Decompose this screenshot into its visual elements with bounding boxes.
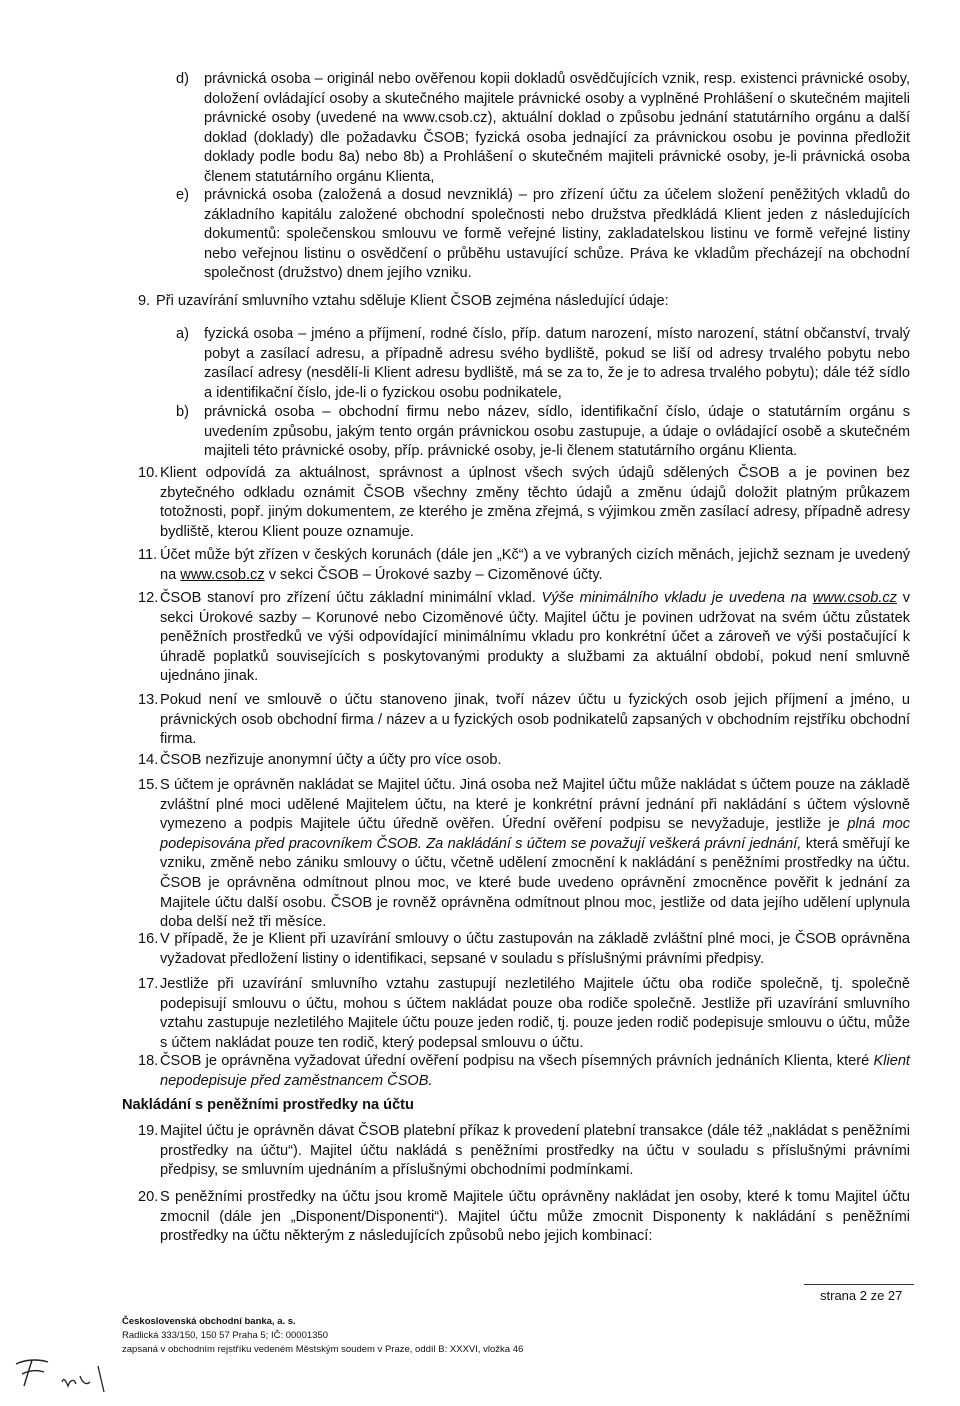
item-14-number: 14. (138, 752, 159, 768)
item-18-text-italic: Klient nepodepisuje před zaměstnancem ČSOB. (160, 1053, 910, 1089)
footer-company: Československá obchodní banka, a. s. (122, 1316, 296, 1327)
item-9-text: Při uzavírání smluvního vztahu sděluje Klient ČSOB zejména následující údaje: (156, 293, 669, 309)
item-d-text: právnická osoba – originál nebo ověřenou kopii dokladů osvědčujících vznik, resp. existenci právnické osoby, doložení ovládající osoby a skutečného majitele právnické osoby a vyplněné Prohlášení o skutečném majiteli právnické osoby (uvedené na www.csob.cz), aktuální doklad o způsobu jednání statutárního orgánu a další doklad (doklady) dle požadavku ČSOB; fyzická osoba jednající za právnickou osobu je povinna předložit doklady podle bodu 8a) nebo 8b) a Prohlášení o skutečném majiteli právnické osoby, je-li právnická osoba členem statutárního orgánu Klienta, (204, 71, 910, 185)
item-13-number: 13. (138, 692, 159, 708)
item-20-number: 20. (138, 1189, 159, 1205)
item-12-number: 12. (138, 590, 159, 606)
footer-divider (804, 1284, 914, 1285)
item-12-text-italic: Výše minimálního vkladu je uvedena na (541, 590, 813, 606)
item-16-text: V případě, že je Klient při uzavírání smlouvy o účtu zastupován na základě zvláštní plné moci, je ČSOB oprávněna vyžadovat předložení listiny o identifikaci, sepsané v souladu s příslušnými právními předpisy. (160, 931, 910, 967)
item-18-number: 18. (138, 1053, 159, 1069)
item-17-number: 17. (138, 976, 159, 992)
item-e-label: e) (176, 187, 189, 203)
item-16-number: 16. (138, 931, 159, 947)
footer-address: Radlická 333/150, 150 57 Praha 5; IČ: 00001350 (122, 1330, 328, 1341)
item-12-text-a: ČSOB stanoví pro zřízení účtu základní minimální vklad. (160, 590, 542, 606)
item-15-text (160, 776, 910, 933)
item-11-text-b: v sekci ČSOB – Úrokové sazby – Cizoměnové účty. (264, 566, 603, 583)
item-15-number: 15. (138, 777, 159, 793)
item-18-text-a: ČSOB je oprávněna vyžadovat úřední ověření podpisu na všech písemných právních jednáních Klienta, které (160, 1053, 874, 1069)
item-14-text: ČSOB nezřizuje anonymní účty a účty pro více osob. (160, 752, 502, 768)
item-11-text-a: Účet může být zřízen v českých korunách (dále jen „Kč“) a ve vybraných cizích měnách, jejichž seznam je uvedený na (160, 547, 910, 583)
item-9a-label: a) (176, 326, 189, 342)
item-15-text-b: která směřují ke vzniku, změně nebo zániku smlouvy o účtu, včetně udělení zmocnění k nakládání s peněžními prostředky na účtu. ČSOB je oprávněna odmítnout plnou moc, ve které bude uvedeno oprávnění zmocněnce pověřit k jednání za Majitele účtu další osobu. ČSOB je rovněž oprávněna odmítnout plnou moc, jestliže od data jejího udělení uplynula doba delší než tři měsíce. (160, 835, 910, 931)
item-18-text (160, 1052, 910, 1091)
csob-link[interactable]: www.csob.cz (180, 566, 265, 583)
item-17-text: Jestliže při uzavírání smluvního vztahu zastupují nezletilého Majitele účtu oba rodiče společně, tj. společně podepisují smlouvu o účtu, mohou s účtem nakládat pouze oba rodiče společně. Jestliže při uzavírání smluvního vztahu zastupuje nezletilého Majitele účtu pouze jeden rodič, tj. pouze jeden rodič podepisuje smlouvu o účtu, může s účtem nakládat pouze ten rodič, který podepsal smlouvu o účtu. (160, 976, 910, 1051)
item-12-text (160, 589, 910, 687)
item-e-text: právnická osoba (založená a dosud nevzniklá) – pro zřízení účtu za účelem složení peněžitých vkladů do základního kapitálu založené obchodní společnosti nebo družstva předkládá Klient jeden z následujících dokumentů: společenskou smlouvu ve formě veřejné listiny, zakladatelskou listinu ve formě veřejné listiny nebo veřejnou listinu o osvědčení o průběhu ustavující schůze. Práva ke vkladům přecházejí na obchodní společnost (družstvo) dnem jejího vzniku. (204, 187, 910, 282)
item-12-text-b: v sekci Úrokové sazby – Korunové nebo Cizoměnové účty. Majitel účtu je povinen udržovat na svém účtu zůstatek peněžních prostředků ve výši odpovídající minimálnímu vkladu pro konkrétní účet a zároveň ve výši postačující k úhradě poplatků souvisejících s poskytovanými produkty a službami za aktuální období, pokud není smluvně ujednáno jinak. (160, 590, 910, 685)
item-20-text: S peněžními prostředky na účtu jsou kromě Majitele účtu oprávněny nakládat jen osoby, které k tomu Majitel účtu zmocnil (dále jen „Disponent/Disponenti“). Majitel účtu může zmocnit Disponenty k nakládání s peněžními prostředky na účtu některým z následujících způsobů nebo jejich kombinací: (160, 1189, 910, 1245)
item-11-number: 11. (138, 547, 158, 563)
item-13-text: Pokud není ve smlouvě o účtu stanoveno jinak, tvoří název účtu u fyzických osob jejich příjmení a jméno, u právnických osob obchodní firma / název a u fyzických osob podnikatelů zapsaných v obchodním rejstříku obchodní firma. (160, 692, 910, 748)
item-19-number: 19. (138, 1123, 159, 1139)
item-11-text (160, 546, 910, 585)
section-heading: Nakládání s peněžními prostředky na účtu (122, 1097, 414, 1113)
item-9b-label: b) (176, 404, 189, 420)
csob-link[interactable]: www.csob.cz (812, 590, 897, 606)
item-15-text-a: S účtem je oprávněn nakládat se Majitel účtu. Jiná osoba než Majitel účtu může nakládat s účtem pouze na základě zvláštní plné moci udělené Majitelem účtu, na které je konkrétní právní jednání při nakládání s účtem výslovně vymezeno a podpis Majitele účtu úředně ověřen. Úřední ověření podpisu se nevyžaduje, jestliže je (160, 777, 910, 833)
page-number: strana 2 ze 27 (820, 1288, 903, 1303)
item-10-text: Klient odpovídá za aktuálnost, správnost a úplnost všech svých údajů sdělených ČSOB a je povinen bez zbytečného odkladu oznámit ČSOB všechny změny těchto údajů a změnu údajů doložit platným průkazem totožnosti, popř. jiným dokumentem, ze kterého je změna zřejmá, s výjimkou změn zasílací adresy, případně adresy bydliště, kterou Klient pouze oznamuje. (160, 465, 910, 540)
item-19-text: Majitel účtu je oprávněn dávat ČSOB platební příkaz k provedení platební transakce (dále též „nakládat s peněžními prostředky na účtu“). Majitel účtu nakládá s peněžními prostředky na účtu v souladu s příslušnými právními předpisy, se smluvním ujednáním a příslušnými obchodními podmínkami. (160, 1123, 910, 1179)
item-9b-text: právnická osoba – obchodní firmu nebo název, sídlo, identifikační číslo, údaje o statutárním orgánu s uvedením způsobu, jakým tento orgán právnickou osobu zastupuje, a údaje o ovládající osobě a skutečném majiteli této právnické osoby, příp. právnické osoby, je-li členem statutárního orgánu Klienta. (204, 404, 910, 460)
item-d-label: d) (176, 71, 189, 87)
handwritten-signature (8, 1352, 128, 1400)
item-9-number: 9. (138, 293, 151, 309)
footer-register: zapsaná v obchodním rejstříku vedeném Městským soudem v Praze, oddíl B: XXXVI, vložka 46 (122, 1344, 524, 1355)
item-15-text-italic: plná moc podepisována před pracovníkem ČSOB. Za nakládání s účtem se považují veškerá právní jednání, (160, 816, 910, 852)
item-9a-text: fyzická osoba – jméno a příjmení, rodné číslo, příp. datum narození, místo narození, státní občanství, trvalý pobyt a zasílací adresu, a případně adresu svého bydliště, pokud se liší od adresy trvalého pobytu nebo zasílací adresy (nesdělí-li Klient adresu bydliště, má se za to, že je to adresa trvalého pobytu); dále též sídlo a identifikační číslo, jde-li o fyzickou osobu podnikatele, (204, 326, 910, 401)
item-10-number: 10. (138, 465, 159, 481)
